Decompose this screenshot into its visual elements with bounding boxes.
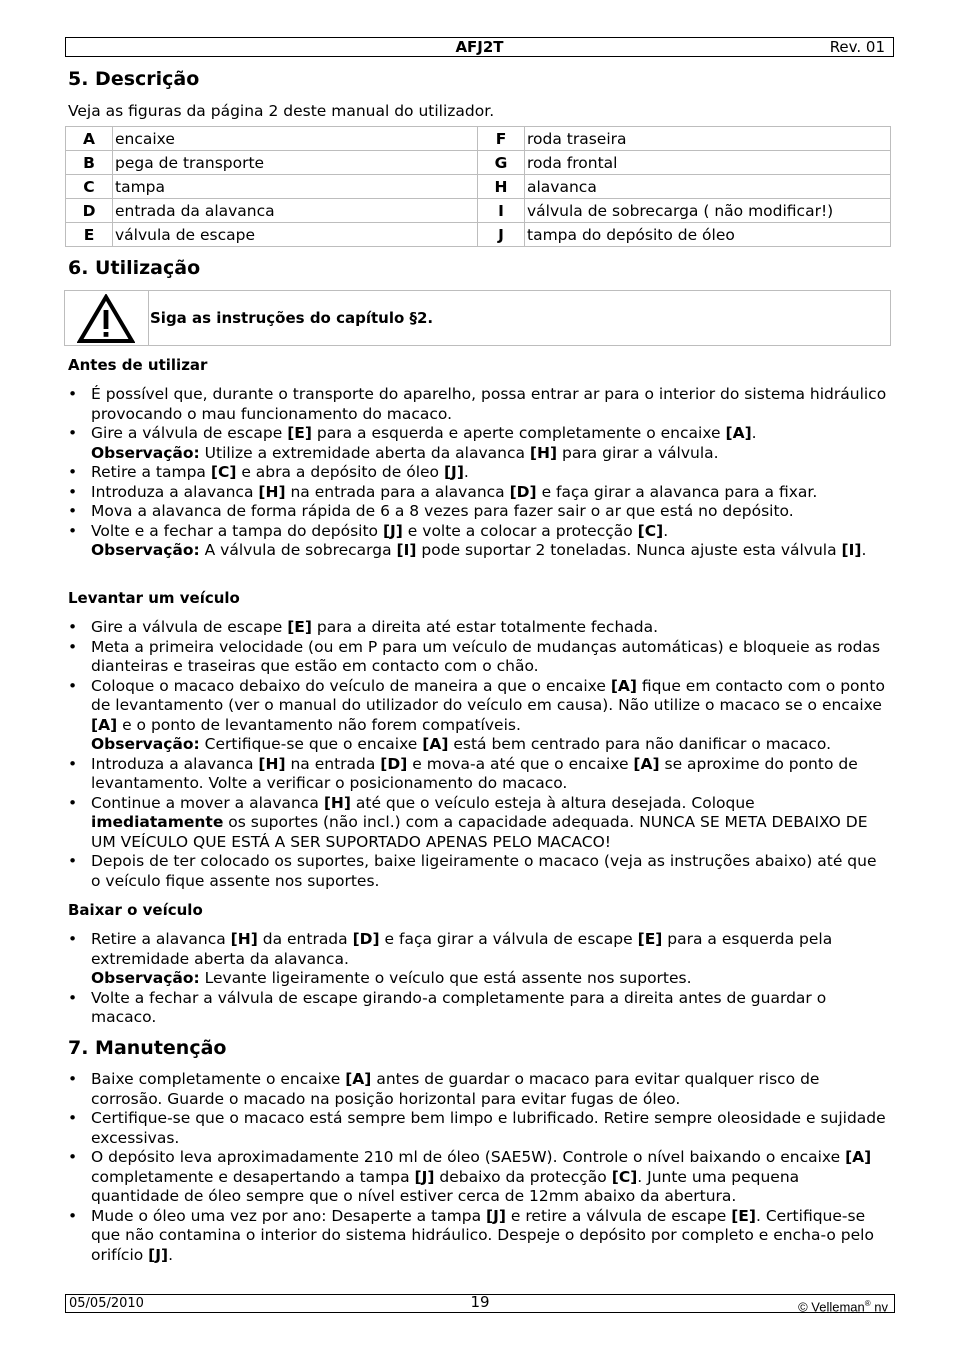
part-name: pega de transporte	[113, 151, 478, 175]
warning-box	[64, 290, 891, 346]
part-name: alavanca	[525, 175, 891, 199]
part-name: tampa	[113, 175, 478, 199]
list-item: • É possível que, durante o transporte do aparelho, possa entrar ar para o interior do sistema hidráulico provocando o mau funcionamento do macaco.	[68, 385, 888, 424]
list-item: • Certifique-se que o macaco está sempre bem limpo e lubrificado. Retire sempre oleosidade e sujidade excessivas.	[68, 1109, 888, 1148]
section-title-manutencao: 7. Manutenção	[68, 1037, 227, 1059]
subheading-antes: Antes de utilizar	[68, 356, 208, 374]
list-item: • O depósito leva aproximadamente 210 ml de óleo (SAE5W). Controle o nível baixando o encaixe [A] completamente e desapertando a tampa [J] debaixo da protecção [C]. Junte uma pequena quantidade de óleo sempre que o nível estiver cerca de 12mm abaixo da abertura.	[68, 1148, 888, 1207]
warning-triangle-icon	[77, 294, 135, 344]
part-letter: H	[478, 175, 525, 199]
part-name: válvula de sobrecarga ( não modificar!)	[525, 199, 891, 223]
part-letter: J	[478, 223, 525, 247]
section-title-descricao: 5. Descrição	[68, 68, 200, 90]
product-code: AFJ2T	[455, 38, 504, 56]
part-name: roda frontal	[525, 151, 891, 175]
warning-text: Siga as instruções do capítulo §2.	[150, 309, 434, 327]
list-item: • Volte e a fechar a tampa do depósito [J] e volte a colocar a protecção [C]. Observação: A válvula de sobrecarga [I] pode suportar 2 toneladas. Nunca ajuste esta válvula [I].	[68, 522, 888, 561]
part-letter: G	[478, 151, 525, 175]
part-name: entrada da alavanca	[113, 199, 478, 223]
part-letter: I	[478, 199, 525, 223]
list-item: • Continue a mover a alavanca [H] até que o veículo esteja à altura desejada. Coloque imediatamente os suportes (não incl.) com a capacidade adequada. NUNCA SE META DEBAIXO DE UM VEÍCULO QUE ESTÁ A SER SUPORTADO APENAS PELO MACACO!	[68, 794, 888, 853]
revision: Rev. 01	[829, 38, 885, 56]
list-item: • Volte a fechar a válvula de escape girando-a completamente para a direita antes de guardar o macaco.	[68, 989, 888, 1028]
list-item: • Gire a válvula de escape [E] para a direita até estar totalmente fechada.	[68, 618, 888, 638]
page-header	[65, 37, 894, 57]
table-row	[66, 127, 891, 151]
section-intro: Veja as figuras da página 2 deste manual do utilizador.	[68, 102, 495, 120]
footer-date: 05/05/2010	[69, 1296, 144, 1311]
list-item: • Introduza a alavanca [H] na entrada para a alavanca [D] e faça girar a alavanca para a fixar.	[68, 483, 888, 503]
list-item: • Introduza a alavanca [H] na entrada [D] e mova-a até que o encaixe [A] se aproxime do ponto de levantamento. Volte a verificar o posicionamento do macaco.	[68, 755, 888, 794]
table-row	[66, 223, 891, 247]
list-baixar	[68, 930, 888, 1028]
copyright: © Velleman® nv	[798, 1299, 888, 1315]
list-item: • Mude o óleo uma vez por ano: Desaperte a tampa [J] e retire a válvula de escape [E]. Certifique-se que não contamina o interior do sistema hidráulico. Despeje o depósito por completo e encha-o pelo orifício [J].	[68, 1207, 888, 1266]
list-item: • Meta a primeira velocidade (ou em P para um veículo de mudanças automáticas) e bloqueie as rodas dianteiras e traseiras que estão em contacto com o chão.	[68, 638, 888, 677]
list-item: • Retire a tampa [C] e abra a depósito de óleo [J].	[68, 463, 888, 483]
part-letter: C	[66, 175, 113, 199]
part-name: tampa do depósito de óleo	[525, 223, 891, 247]
part-letter: E	[66, 223, 113, 247]
list-item: • Depois de ter colocado os suportes, baixe ligeiramente o macaco (veja as instruções abaixo) até que o veículo fique assente nos suportes.	[68, 852, 888, 891]
parts-table	[65, 126, 891, 247]
list-item: • Coloque o macaco debaixo do veículo de maneira a que o encaixe [A] fique em contacto com o ponto de levantamento (ver o manual do utilizador do veículo em causa). Não utilize o macaco se o encaixe [A] e o ponto de levantamento não forem compatíveis. Observação: Certifique-se que o encaixe [A] está bem centrado para não danificar o macaco.	[68, 677, 888, 755]
section-title-utilizacao: 6. Utilização	[68, 257, 201, 279]
part-name: encaixe	[113, 127, 478, 151]
list-item: • Mova a alavanca de forma rápida de 6 a 8 vezes para fazer sair o ar que está no depósito.	[68, 502, 888, 522]
table-row	[66, 199, 891, 223]
list-item: • Baixe completamente o encaixe [A] antes de guardar o macaco para evitar qualquer risco de corrosão. Guarde o macado na posição horizontal para evitar fugas de óleo.	[68, 1070, 888, 1109]
list-item: • Retire a alavanca [H] da entrada [D] e faça girar a válvula de escape [E] para a esquerda pela extremidade aberta da alavanca. Observação: Levante ligeiramente o veículo que está assente nos suportes.	[68, 930, 888, 989]
subheading-levantar: Levantar um veículo	[68, 589, 240, 607]
page-number: 19	[470, 1293, 490, 1311]
subheading-baixar: Baixar o veículo	[68, 901, 203, 919]
part-letter: D	[66, 199, 113, 223]
table-row	[66, 175, 891, 199]
list-item: • Gire a válvula de escape [E] para a esquerda e aperte completamente o encaixe [A]. Observação: Utilize a extremidade aberta da alavanca [H] para girar a válvula.	[68, 424, 888, 463]
table-row	[66, 151, 891, 175]
list-levantar	[68, 618, 888, 891]
page-footer	[65, 1294, 895, 1313]
part-name: válvula de escape	[113, 223, 478, 247]
part-letter: B	[66, 151, 113, 175]
warning-icon-cell	[65, 291, 149, 345]
part-letter: F	[478, 127, 525, 151]
part-letter: A	[66, 127, 113, 151]
list-antes	[68, 385, 888, 561]
list-manutencao	[68, 1070, 888, 1265]
part-name: roda traseira	[525, 127, 891, 151]
